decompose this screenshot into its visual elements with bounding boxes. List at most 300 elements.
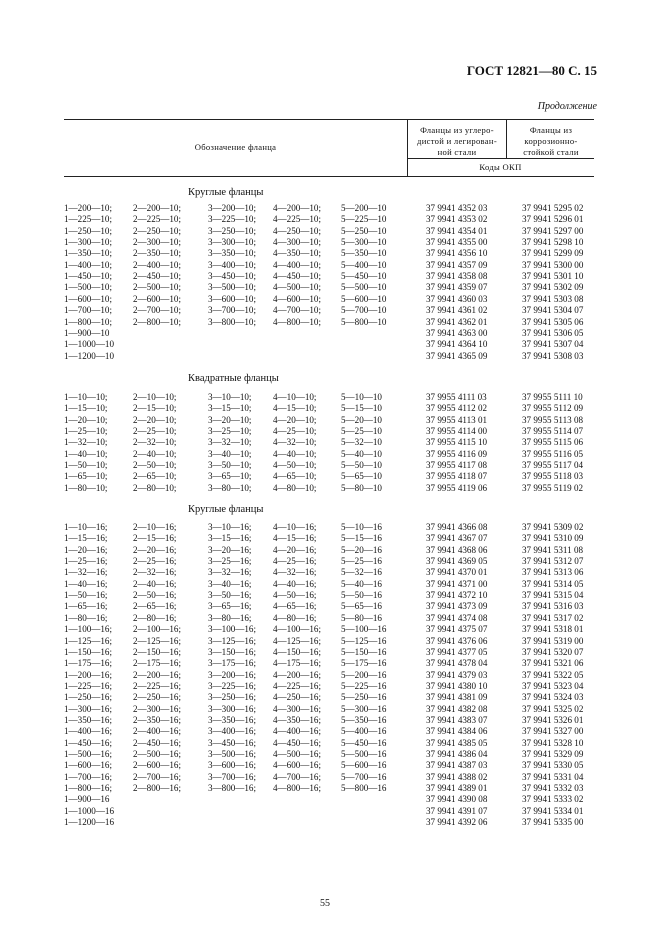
table-row [0,237,661,248]
flange-designation: 1—450—16; [64,737,112,748]
flange-designation: 3—225—16; [208,680,256,691]
okp-code-stainless: 37 9941 5300 00 [522,259,584,270]
flange-designation: 1—900—16 [64,794,110,805]
flange-designation: 5—225—16 [341,680,387,691]
flange-designation: 1—100—16; [64,624,112,635]
flange-designation: 3—15—10; [208,403,252,414]
okp-code-carbon: 37 9955 4113 01 [426,414,488,425]
okp-code-carbon: 37 9941 4364 10 [426,339,488,350]
okp-code-carbon: 37 9941 4368 06 [426,544,488,555]
flange-designation: 1—1000—10 [64,339,115,350]
table-row [0,460,661,471]
flange-designation: 2—80—16; [133,612,177,623]
flange-designation: 1—250—10; [64,225,112,236]
okp-code-carbon: 37 9955 4119 06 [426,482,488,493]
okp-code-carbon: 37 9941 4374 08 [426,612,488,623]
flange-designation: 5—80—16 [341,612,382,623]
flange-designation: 4—10—16; [273,522,317,532]
flange-designation: 2—400—10; [133,259,181,270]
flange-designation: 1—300—10; [64,237,112,248]
table-row [0,738,661,749]
flange-designation: 1—50—16; [64,590,108,601]
okp-code-stainless: 37 9941 5335 00 [522,817,584,828]
flange-designation: 1—300—16; [64,703,112,714]
flange-designation: 1—700—10; [64,305,112,316]
table-row [0,681,661,692]
flange-designation: 3—800—10; [208,316,256,327]
flange-designation: 4—250—16; [273,692,321,703]
flange-designation: 4—700—10; [273,305,321,316]
okp-codes-header: Коды ОКП [479,162,522,172]
flange-designation: 4—350—10; [273,248,321,259]
flange-designation: 5—50—16 [341,590,382,601]
okp-code-carbon: 37 9955 4116 09 [426,448,488,459]
flange-designation: 1—125—16; [64,635,112,646]
carbon-steel-header-line: Фланцы из углеро- [420,125,494,135]
okp-code-stainless: 37 9941 5298 10 [522,237,584,248]
flange-designation: 2—600—16; [133,760,181,771]
okp-code-stainless: 37 9941 5308 03 [522,350,584,361]
flange-designation: 4—80—16; [273,612,317,623]
flange-designation: 1—50—10; [64,460,108,471]
flange-designation: 3—40—10; [208,448,252,459]
flange-designation: 2—450—16; [133,737,181,748]
okp-code-stainless: 37 9941 5334 01 [522,805,584,816]
okp-code-carbon: 37 9941 4390 08 [426,794,488,805]
flange-designation: 5—100—16 [341,624,387,635]
flange-designation: 2—700—16; [133,771,181,782]
okp-code-stainless: 37 9955 5113 08 [522,414,584,425]
flange-designation: 5—10—10 [341,392,382,402]
okp-code-carbon: 37 9941 4386 04 [426,749,488,759]
flange-designation: 5—40—16 [341,578,382,589]
okp-code-stainless: 37 9941 5306 05 [522,327,584,338]
flange-designation: 2—200—10; [133,203,181,213]
okp-code-stainless: 37 9941 5316 03 [522,601,584,612]
flange-designation: 3—10—10; [208,392,252,402]
flange-designation: 3—20—16; [208,544,252,555]
okp-code-carbon: 37 9941 4360 03 [426,293,488,304]
okp-code-stainless: 37 9941 5330 05 [522,760,584,771]
table-row [0,248,661,259]
table-head-bottom-rule [64,176,594,177]
flange-designation: 5—25—10 [341,426,382,437]
okp-code-carbon: 37 9941 4387 03 [426,760,488,771]
flange-designation: 2—800—16; [133,783,181,794]
table-row [0,294,661,305]
okp-code-stainless: 37 9955 5111 10 [522,392,583,402]
okp-code-stainless: 37 9941 5310 09 [522,533,584,544]
flange-designation: 2—50—16; [133,590,177,601]
okp-code-stainless: 37 9955 5115 06 [522,437,584,448]
flange-designation: 1—10—16; [64,522,108,532]
flange-designation: 4—225—10; [273,214,321,225]
flange-designation: 5—125—16 [341,635,387,646]
flange-designation: 2—300—16; [133,703,181,714]
flange-designation: 2—100—16; [133,624,181,635]
flange-designation: 4—225—16; [273,680,321,691]
flange-designation: 5—40—10 [341,448,382,459]
table-row [0,579,661,590]
flange-designation: 5—450—10 [341,271,387,282]
stainless-steel-header [508,125,594,158]
okp-code-stainless: 37 9941 5324 03 [522,692,584,703]
flange-designation: 4—25—16; [273,556,317,567]
flange-designation: 2—175—16; [133,658,181,669]
flange-designation: 5—15—10 [341,403,382,414]
okp-code-stainless: 37 9941 5318 01 [522,624,584,635]
flange-designation: 4—200—10; [273,203,321,213]
flange-designation: 4—15—10; [273,403,317,414]
flange-designation: 3—350—10; [208,248,256,259]
flange-designation: 1—200—10; [64,203,112,213]
flange-designation: 3—600—10; [208,293,256,304]
flange-designation: 4—250—10; [273,225,321,236]
flange-designation: 1—600—10; [64,293,112,304]
okp-code-carbon: 37 9941 4352 03 [426,203,488,213]
table-row [0,305,661,316]
flange-designation: 4—50—10; [273,460,317,471]
flange-designation: 2—500—16; [133,749,181,759]
okp-code-carbon: 37 9941 4377 05 [426,646,488,657]
okp-code-stainless: 37 9941 5319 00 [522,635,584,646]
flange-designation: 2—350—16; [133,714,181,725]
flange-designation: 2—50—10; [133,460,177,471]
flange-designation: 5—20—16 [341,544,382,555]
flange-designation: 4—600—10; [273,293,321,304]
flange-designation: 1—150—16; [64,646,112,657]
section-title: Квадратные фланцы [188,373,279,384]
flange-designation: 4—65—16; [273,601,317,612]
flange-designation: 1—500—10; [64,282,112,293]
okp-code-carbon: 37 9941 4359 07 [426,282,488,293]
okp-code-carbon: 37 9941 4379 03 [426,669,488,680]
table-row [0,426,661,437]
flange-designation: 3—40—16; [208,578,252,589]
section-title: Круглые фланцы [188,504,264,515]
flange-designation: 2—40—16; [133,578,177,589]
stainless-steel-header-line: стойкой стали [523,147,579,157]
flange-designation: 4—400—10; [273,259,321,270]
flange-designation: 5—350—10 [341,248,387,259]
okp-code-stainless: 37 9941 5301 10 [522,271,584,282]
okp-code-carbon: 37 9941 4363 00 [426,327,488,338]
flange-designation: 3—800—16; [208,783,256,794]
table-row [0,214,661,225]
flange-designation: 5—15—16 [341,533,382,544]
okp-code-carbon: 37 9941 4378 04 [426,658,488,669]
table-row [0,670,661,681]
flange-designation: 2—125—16; [133,635,181,646]
okp-code-stainless: 37 9955 5118 03 [522,471,584,482]
flange-designation: 4—40—16; [273,578,317,589]
flange-designation: 2—20—16; [133,544,177,555]
table-row [0,749,661,760]
flange-designation: 2—800—10; [133,316,181,327]
okp-code-carbon: 37 9941 4367 07 [426,533,488,544]
okp-code-carbon: 37 9941 4375 07 [426,624,488,635]
flange-designation: 3—225—10; [208,214,256,225]
flange-designation: 5—300—10 [341,237,387,248]
okp-code-stainless: 37 9941 5315 04 [522,590,584,601]
flange-designation: 2—500—10; [133,282,181,293]
flange-designation: 3—100—16; [208,624,256,635]
flange-designation: 3—700—10; [208,305,256,316]
continuation-label: Продолжение [537,101,597,112]
flange-designation: 5—150—16 [341,646,387,657]
table-okp-rule [407,158,594,159]
table-row [0,636,661,647]
flange-designation: 5—32—10 [341,437,382,448]
flange-designation: 5—20—10 [341,414,382,425]
okp-code-carbon: 37 9941 4391 07 [426,805,488,816]
table-row [0,772,661,783]
flange-designation: 5—25—16 [341,556,382,567]
flange-designation: 2—250—16; [133,692,181,703]
flange-designation: 1—32—16; [64,567,108,578]
flange-designation: 4—200—16; [273,669,321,680]
table-row [0,658,661,669]
table-row [0,449,661,460]
flange-designation: 1—700—16; [64,771,112,782]
table-row [0,806,661,817]
table-row [0,533,661,544]
flange-designation: 2—450—10; [133,271,181,282]
flange-designation: 3—65—16; [208,601,252,612]
okp-code-stainless: 37 9941 5311 08 [522,544,584,555]
flange-designation: 3—200—10; [208,203,256,213]
flange-designation: 2—225—10; [133,214,181,225]
flange-designation: 3—25—16; [208,556,252,567]
okp-code-stainless: 37 9941 5296 01 [522,214,584,225]
table-row [0,556,661,567]
flange-designation: 1—1200—10 [64,350,115,361]
flange-designation: 2—150—16; [133,646,181,657]
table-row [0,415,661,426]
flange-designation: 2—25—16; [133,556,177,567]
flange-designation: 3—25—10; [208,426,252,437]
flange-designation: 1—350—10; [64,248,112,259]
okp-code-carbon: 37 9941 4354 01 [426,225,488,236]
table-row [0,339,661,350]
flange-designation: 1—600—16; [64,760,112,771]
flange-designation: 4—450—10; [273,271,321,282]
table-row [0,794,661,805]
flange-designation: 2—65—10; [133,471,177,482]
okp-code-carbon: 37 9941 4365 09 [426,350,488,361]
table-row [0,328,661,339]
okp-code-carbon: 37 9941 4384 06 [426,726,488,737]
flange-designation: 1—10—10; [64,392,108,402]
okp-code-stainless: 37 9941 5331 04 [522,771,584,782]
table-row [0,282,661,293]
table-row [0,692,661,703]
flange-designation: 3—50—16; [208,590,252,601]
flange-designation: 2—350—10; [133,248,181,259]
flange-designation: 3—300—16; [208,703,256,714]
okp-code-carbon: 37 9941 4380 10 [426,680,488,691]
flange-designation: 1—800—10; [64,316,112,327]
flange-designation: 4—500—16; [273,749,321,759]
okp-code-carbon: 37 9941 4376 06 [426,635,488,646]
designation-header: Обозначение фланца [194,142,277,152]
stainless-steel-header-line: Фланцы из [529,125,573,135]
okp-code-stainless: 37 9941 5299 09 [522,248,584,259]
flange-designation: 3—450—16; [208,737,256,748]
okp-code-carbon: 37 9941 4353 02 [426,214,488,225]
flange-designation: 4—450—16; [273,737,321,748]
table-row [0,203,661,214]
okp-code-stainless: 37 9941 5312 07 [522,556,584,567]
okp-code-carbon: 37 9941 4382 08 [426,703,488,714]
flange-designation: 2—250—10; [133,225,181,236]
table-row [0,783,661,794]
flange-designation: 3—50—10; [208,460,252,471]
flange-designation: 4—500—10; [273,282,321,293]
flange-designation: 3—150—16; [208,646,256,657]
okp-code-carbon: 37 9941 4392 06 [426,817,488,828]
flange-designation: 5—500—16 [341,749,387,759]
flange-designation: 4—10—10; [273,392,317,402]
okp-code-stainless: 37 9941 5297 00 [522,225,584,236]
okp-code-stainless: 37 9941 5321 06 [522,658,584,669]
flange-designation: 4—600—16; [273,760,321,771]
flange-designation: 3—15—16; [208,533,252,544]
page-number: 55 [320,898,330,909]
flange-designation: 2—225—16; [133,680,181,691]
flange-designation: 4—32—10; [273,437,317,448]
okp-code-carbon: 37 9955 4114 00 [426,426,488,437]
okp-code-carbon: 37 9941 4388 02 [426,771,488,782]
flange-designation: 3—250—10; [208,225,256,236]
flange-designation: 1—15—10; [64,403,108,414]
flange-designation: 5—700—10 [341,305,387,316]
okp-code-carbon: 37 9955 4117 08 [426,460,488,471]
flange-designation: 2—400—16; [133,726,181,737]
okp-code-stainless: 37 9941 5325 02 [522,703,584,714]
flange-designation: 3—400—10; [208,259,256,270]
okp-code-carbon: 37 9941 4383 07 [426,714,488,725]
flange-designation: 3—175—16; [208,658,256,669]
table-row [0,567,661,578]
okp-code-carbon: 37 9955 4115 10 [426,437,488,448]
flange-designation: 1—400—10; [64,259,112,270]
flange-designation: 2—32—16; [133,567,177,578]
table-row [0,317,661,328]
flange-designation: 5—500—10 [341,282,387,293]
flange-designation: 1—175—16; [64,658,112,669]
flange-designation: 1—40—16; [64,578,108,589]
flange-designation: 5—600—10 [341,293,387,304]
flange-designation: 5—300—16 [341,703,387,714]
flange-designation: 2—80—10; [133,482,177,493]
flange-designation: 4—50—16; [273,590,317,601]
okp-code-stainless: 37 9941 5307 04 [522,339,584,350]
flange-designation: 3—32—10; [208,437,252,448]
flange-designation: 1—80—16; [64,612,108,623]
flange-designation: 2—32—10; [133,437,177,448]
okp-code-stainless: 37 9941 5304 07 [522,305,584,316]
okp-code-stainless: 37 9941 5326 01 [522,714,584,725]
flange-designation: 1—500—16; [64,749,112,759]
flange-designation: 5—800—10 [341,316,387,327]
flange-designation: 2—25—10; [133,426,177,437]
flange-designation: 4—20—10; [273,414,317,425]
flange-designation: 2—10—16; [133,522,177,532]
carbon-steel-header-line: ной стали [437,147,477,157]
okp-code-stainless: 37 9941 5329 09 [522,749,584,759]
flange-designation: 4—800—16; [273,783,321,794]
flange-designation: 5—65—10 [341,471,382,482]
flange-designation: 1—20—16; [64,544,108,555]
okp-code-carbon: 37 9941 4371 00 [426,578,488,589]
okp-code-stainless: 37 9941 5302 09 [522,282,584,293]
okp-code-carbon: 37 9941 4381 09 [426,692,488,703]
flange-designation: 3—250—16; [208,692,256,703]
okp-code-carbon: 37 9955 4118 07 [426,471,488,482]
flange-designation: 3—300—10; [208,237,256,248]
flange-designation: 3—80—10; [208,482,252,493]
flange-designation: 3—200—16; [208,669,256,680]
okp-code-stainless: 37 9941 5295 02 [522,203,584,213]
table-row [0,545,661,556]
okp-code-carbon: 37 9941 4372 10 [426,590,488,601]
flange-designation: 5—400—10 [341,259,387,270]
flange-designation: 3—450—10; [208,271,256,282]
section-title: Круглые фланцы [188,187,264,198]
table-row [0,817,661,828]
flange-designation: 5—350—16 [341,714,387,725]
okp-code-stainless: 37 9941 5314 05 [522,578,584,589]
okp-code-stainless: 37 9941 5317 02 [522,612,584,623]
flange-designation: 5—65—16 [341,601,382,612]
flange-designation: 1—225—10; [64,214,112,225]
table-row [0,760,661,771]
flange-designation: 5—200—10 [341,203,387,213]
table-row [0,726,661,737]
table-row [0,715,661,726]
table-row [0,601,661,612]
table-row [0,522,661,533]
flange-designation: 1—350—16; [64,714,112,725]
table-row [0,704,661,715]
flange-designation: 5—200—16 [341,669,387,680]
flange-designation: 4—300—10; [273,237,321,248]
flange-designation: 1—32—10; [64,437,108,448]
flange-designation: 5—800—16 [341,783,387,794]
flange-designation: 4—20—16; [273,544,317,555]
okp-code-stainless: 37 9941 5332 03 [522,783,584,794]
okp-code-stainless: 37 9955 5114 07 [522,426,584,437]
flange-designation: 1—1000—16 [64,805,115,816]
flange-designation: 3—65—10; [208,471,252,482]
flange-designation: 1—250—16; [64,692,112,703]
flange-designation: 1—65—10; [64,471,108,482]
flange-designation: 5—32—16 [341,567,382,578]
okp-code-stainless: 37 9941 5305 06 [522,316,584,327]
carbon-steel-header-line: дистой и легирован- [417,136,497,146]
flange-designation: 4—65—10; [273,471,317,482]
flange-designation: 3—500—10; [208,282,256,293]
okp-code-stainless: 37 9955 5119 02 [522,482,584,493]
flange-designation: 2—200—16; [133,669,181,680]
flange-designation: 1—200—16; [64,669,112,680]
okp-code-stainless: 37 9941 5309 02 [522,522,584,532]
table-row [0,624,661,635]
flange-designation: 4—125—16; [273,635,321,646]
flange-designation: 3—400—16; [208,726,256,737]
flange-designation: 3—125—16; [208,635,256,646]
